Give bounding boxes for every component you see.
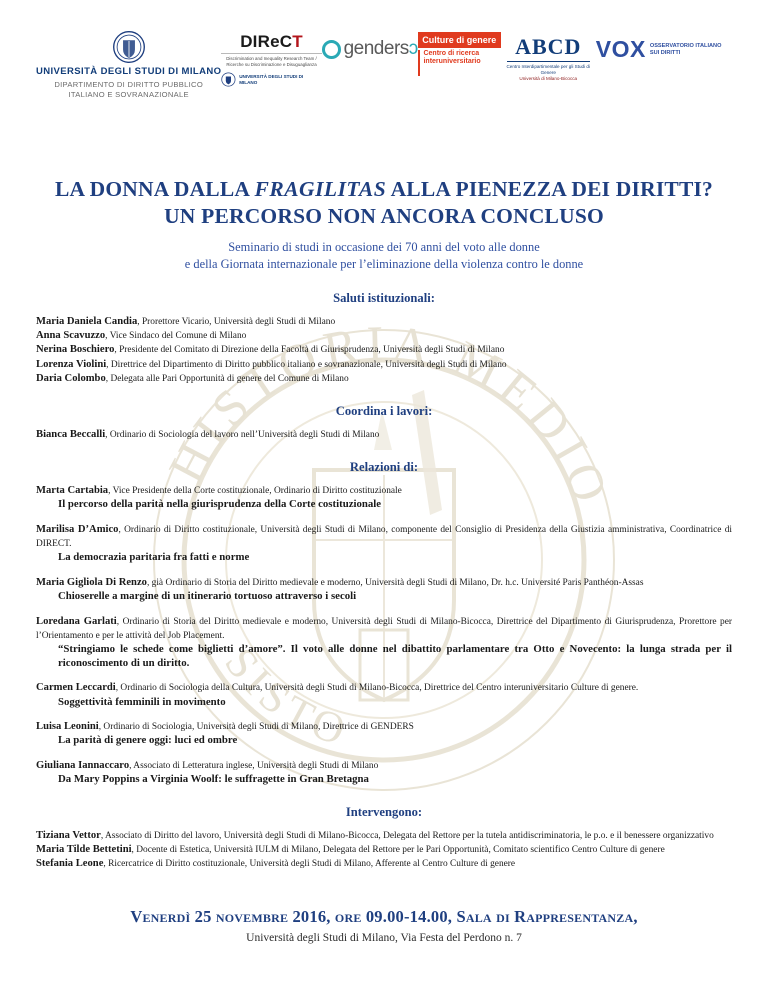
list-item: [36, 484, 732, 512]
person-role: , Docente di Estetica, Università IULM di Milano, Delegata del Rettore per le Pari Opportunità, Comitato scientifico Centro Culture di genere: [131, 845, 665, 855]
title-line1-post: ALLA PIENEZZA DEI DIRITTI?: [386, 177, 713, 201]
subtitle-line2: e della Giornata internazionale per l’eliminazione della violenza contro le donne: [184, 257, 584, 271]
list-item: [36, 576, 732, 604]
person-first-name: Luisa: [36, 721, 64, 733]
saluti-list: [36, 315, 732, 386]
list-item: [36, 759, 732, 787]
list-item: [36, 315, 732, 329]
culture-bar-icon: [418, 50, 421, 76]
person-first-name: Tiziana: [36, 829, 73, 841]
direct-wordmark: [221, 32, 321, 52]
person-first-name: Stefania: [36, 858, 76, 870]
person-role: , Presidente del Comitato di Direzione della Facoltà di Giurisprudenza, Università degli Studi di Milano: [114, 345, 505, 356]
person-role: , Associato di Diritto del lavoro, Università degli Studi di Milano-Bicocca, Delegata del Rettore per la tutela antidiscriminatoria, le p.o. e il benessere organizzativo: [100, 830, 714, 841]
person-role: , Ordinario di Sociologia della Cultura, Università degli Studi di Milano-Bicocca, Direttrice del Centro interuniversitario Culture di genere.: [115, 683, 639, 694]
person-first-name: Carmen: [36, 682, 76, 694]
person-last-name: Violini: [75, 358, 107, 370]
unimi-crest-small-icon: [221, 72, 236, 87]
person-last-name: Candia: [104, 316, 138, 327]
list-item: [36, 523, 732, 565]
person-last-name: D’Amico: [77, 524, 119, 536]
direct-footer: [221, 72, 321, 87]
person-last-name: Cartabia: [67, 485, 109, 497]
person-last-name: Leone: [75, 858, 104, 870]
unimi-department: DIPARTIMENTO DI DIRITTO PUBBLICO ITALIANO E SOVRANAZIONALE: [54, 80, 204, 99]
talk-title: La democrazia paritaria fra fatti e norme: [58, 551, 250, 564]
speaker-line: [36, 759, 732, 773]
person-first-name: Maria Daniela: [36, 316, 105, 327]
speaker-line: [36, 523, 732, 551]
section-heading-coordina: Coordina i lavori:: [335, 404, 433, 419]
event-address: Università degli Studi di Milano, Via Festa del Perdono n. 7: [246, 932, 522, 945]
svg-text:SISTO: SISTO: [215, 638, 357, 757]
speaker-line: [36, 576, 732, 590]
list-item: [36, 720, 732, 748]
talk-title: Da Mary Poppins a Virginia Woolf: le suffragette in Gran Bretagna: [58, 773, 369, 786]
speaker-line: [36, 681, 732, 695]
person-last-name: Scavuzzo: [63, 330, 106, 342]
abcd-rule: [507, 61, 590, 62]
list-item: [36, 857, 732, 871]
list-item: [36, 843, 732, 857]
person-first-name: Giuliana: [36, 760, 79, 771]
unimi-crest-icon: [112, 30, 146, 64]
genders-wordmark: [344, 38, 418, 60]
genders-accent: ɔ: [408, 38, 418, 59]
person-role: , Ordinario di Sociologia, Università degli Studi di Milano, Direttrice di GENDERS: [98, 722, 414, 733]
person-last-name: Garlati: [83, 615, 117, 627]
relazioni-list: [36, 484, 732, 787]
person-first-name: Loredana: [36, 615, 84, 627]
list-item: [36, 829, 732, 843]
unimi-name: UNIVERSITÀ DEGLI STUDI DI MILANO: [36, 66, 222, 77]
genders-ring-icon: [322, 40, 341, 59]
list-item: [36, 372, 732, 386]
speaker-line: [36, 615, 732, 643]
culture-subtitle-row: [418, 50, 501, 76]
direct-name-post: T: [292, 32, 303, 51]
section-heading-relazioni: Relazioni di:: [349, 460, 419, 475]
talk-title: La parità di genere oggi: luci ed ombre: [58, 734, 238, 747]
abcd-university: Università di Milano-Bicocca: [519, 76, 578, 82]
person-role: , già Ordinario di Storia del Diritto medievale e moderno, Università degli Studi di Milano, Dr. h.c. Université Paris Panthéon-Assas: [146, 578, 644, 589]
intervengono-list: [36, 829, 732, 872]
subtitle-line1: Seminario di studi in occasione dei 70 anni del voto alle donne: [228, 240, 540, 254]
logo-direct: [221, 32, 321, 87]
person-first-name: Lorenza: [36, 358, 76, 370]
page-title: [36, 176, 732, 230]
logo-universita-degli-studi-di-milano: [36, 30, 221, 100]
svg-text:HISTORIA MEDIO: HISTORIA MEDIO: [157, 314, 622, 516]
list-item: [36, 358, 732, 372]
culture-subtitle: Centro di ricerca interuniversitario: [423, 50, 481, 65]
logo-culture-di-genere: [418, 32, 501, 76]
person-last-name: Colombo: [64, 372, 106, 384]
person-last-name: Leonini: [63, 721, 99, 733]
culture-title: Culture di genere: [418, 32, 501, 48]
person-role: , Direttrice del Dipartimento di Diritto pubblico italiano e sovranazionale, Università degli Studi di Milano: [106, 359, 507, 370]
person-role: , Ordinario di Diritto costituzionale, Università degli Studi di Milano, componente del Consiglio di Presidenza della Giustizia amministrativa, Coordinatrice di DIRECT.: [36, 525, 732, 550]
person-role: , Delegata alle Pari Opportunità di genere del Comune di Milano: [105, 373, 349, 384]
person-role: , Prorettore Vicario, Università degli Studi di Milano: [137, 317, 336, 327]
title-line1-pre: LA DONNA DALLA: [54, 177, 255, 201]
person-last-name: Bettetini: [92, 844, 132, 855]
talk-title: “Stringiamo le schede come biglietti d’amore”. Il voto alle donne nel dibattito parlamentare tra Otto e Novecento: la lunga strada per il riconoscimento di un diritto.: [58, 643, 732, 669]
speaker-line: [36, 484, 732, 498]
list-item: [36, 343, 732, 357]
event-datetime-venue: Venerdì 25 novembre 2016, ore 09.00-14.00, Sala di Rappresentanza,: [130, 907, 638, 927]
person-last-name: Vettor: [72, 829, 101, 841]
vox-subtitle: OSSERVATORIO ITALIANO SUI DIRITTI: [649, 42, 722, 56]
person-last-name: Iannaccaro: [78, 760, 130, 771]
person-role: , Ordinario di Storia del Diritto medievale e moderno, Università degli Studi di Milano-Bicocca, Direttrice del Dipartimento di Giurisprudenza, Prorettore per l’Orientamento e per le attività del Job Placement.: [36, 616, 732, 642]
person-role: , Ordinario di Sociologia del lavoro nell’Università degli Studi di Milano: [105, 430, 380, 441]
person-last-name: Leccardi: [75, 682, 116, 694]
person-last-name: Boschiero: [69, 344, 115, 356]
coordina-list: [36, 428, 732, 442]
direct-tagline: Discrimination and Inequality Research Team / Ricerche su Discriminazione e Disuguaglianza: [221, 53, 321, 68]
abcd-wordmark: ABCD: [515, 34, 582, 59]
person-role: , Vice Presidente della Corte costituzionale, Ordinario di Diritto costituzionale: [108, 486, 402, 497]
person-first-name: Maria Gigliola: [36, 577, 106, 589]
direct-name-pre: DIReC: [240, 32, 293, 51]
person-last-name: Di Renzo: [105, 577, 147, 589]
person-first-name: Maria Tilde: [36, 844, 93, 855]
logo-abcd: [501, 34, 596, 82]
list-item: [36, 681, 732, 709]
person-first-name: Marilisa: [36, 524, 78, 536]
sponsor-logo-bar: [36, 0, 732, 104]
direct-crest-text: UNIVERSITÀ DEGLI STUDI DI MILANO: [239, 73, 304, 85]
talk-title: Soggettività femminili in movimento: [58, 695, 226, 708]
person-first-name: Anna: [36, 330, 64, 342]
person-first-name: Daria: [36, 372, 65, 384]
title-block: [36, 176, 732, 273]
person-role: , Ricercatrice di Diritto costituzionale, Università degli Studi di Milano, Afferente al Centro Culture di genere: [103, 859, 516, 870]
person-first-name: Marta: [36, 485, 68, 497]
abcd-subtitle: Centro Interdipartimentale per gli Studi di Genere: [506, 64, 590, 75]
talk-title: Chioserelle a margine di un itinerario tortuoso attraverso i secoli: [58, 590, 357, 603]
logo-genders: [322, 38, 418, 60]
speaker-line: [36, 720, 732, 734]
vox-wordmark: VOX: [595, 36, 646, 62]
list-item: [36, 615, 732, 671]
person-first-name: Nerina: [36, 344, 70, 356]
list-item: [36, 428, 732, 442]
person-first-name: Bianca: [36, 429, 70, 441]
genders-name: genders: [343, 38, 409, 59]
title-line1-italic: FRAGILITAS: [254, 177, 387, 201]
event-details-footer: [36, 907, 732, 944]
person-role: , Vice Sindaco del Comune di Milano: [105, 331, 247, 342]
section-heading-intervengono: Intervengono:: [345, 804, 423, 819]
page-subtitle: [36, 239, 732, 273]
list-item: [36, 329, 732, 343]
person-role: , Associato di Letteratura inglese, Università degli Studi di Milano: [129, 761, 379, 771]
section-heading-saluti: Saluti istituzionali:: [333, 291, 435, 305]
talk-title: Il percorso della parità nella giurisprudenza della Corte costituzionale: [58, 498, 382, 511]
logo-vox: [596, 36, 732, 63]
title-line2: UN PERCORSO NON ANCORA CONCLUSO: [164, 204, 604, 228]
person-last-name: Beccalli: [69, 429, 106, 441]
